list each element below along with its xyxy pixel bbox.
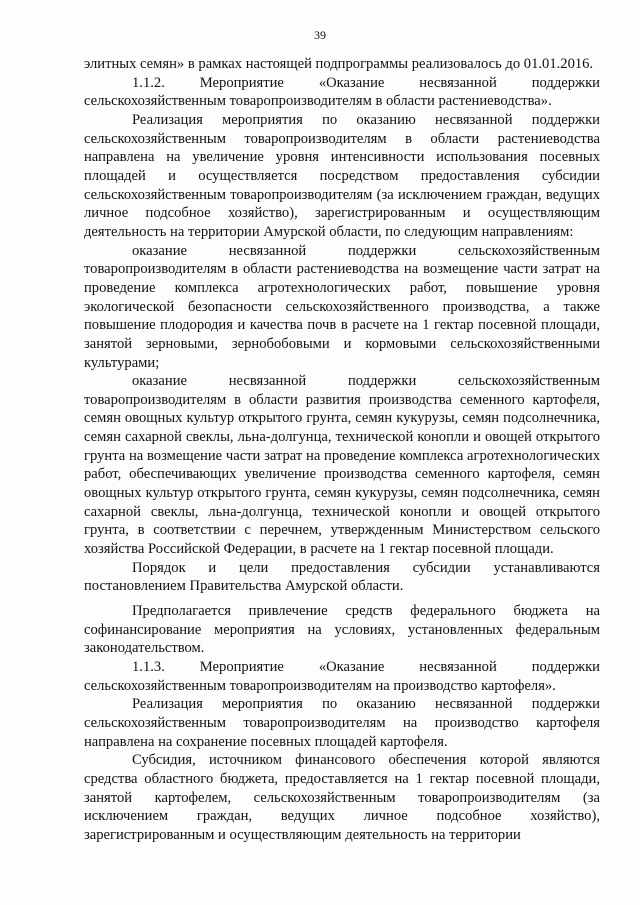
paragraph-direction-1: оказание несвязанной поддержки сельскохозяйственным товаропроизводителям в области растениеводства на возмещение части затрат на проведение комплекса агротехнологических работ, повышение уровня экологической безопасности сельскохозяйственного производства, а также повышение плодородия и качества почв в расчете на 1 гектар посевной площади, занятой зерновыми, зернобобовыми и кормовыми сельскохозяйственными культурами; xyxy=(84,242,600,371)
paragraph-subsidy: Субсидия, источником финансового обеспечения которой являются средства областного бюджета, предоставляется на 1 гектар посевной площади, занятой картофелем, сельскохозяйственным товаропроизводителям (за исключением граждан, ведущих личное подсобное хозяйство), зарегистрированным и осуществляющим деятельность на территории xyxy=(84,752,600,843)
paragraph-implementation-1-1-2: Реализация мероприятия по оказанию несвязанной поддержки сельскохозяйственным товаропроизводителям в области растениеводства направлена на увеличение уровня интенсивности использования посевных площадей и осуществляется посредством предоставления субсидии сельскохозяйственным товаропроизводителям (за исключением граждан, ведущих личное подсобное хозяйство), зарегистрированным и осуществляющим деятельность на территории Амурской области, по следующим направлениям: xyxy=(84,111,600,240)
paragraph-procedure: Порядок и цели предоставления субсидии устанавливаются постановлением Правительства Амурской области. xyxy=(84,559,600,595)
page-number: 39 xyxy=(314,28,326,42)
section-heading-1-1-2: 1.1.2. Мероприятие «Оказание несвязанной поддержки сельскохозяйственным товаропроизводителям в области растениеводства». xyxy=(84,74,600,110)
section-heading-1-1-3: 1.1.3. Мероприятие «Оказание несвязанной поддержки сельскохозяйственным товаропроизводителям на производство картофеля». xyxy=(84,659,600,694)
paragraph-continuation: элитных семян» в рамках настоящей подпрограммы реализовалось до 01.01.2016. xyxy=(84,56,594,72)
paragraph-federal-funding: Предполагается привлечение средств федерального бюджета на софинансирование мероприятия на условиях, установленных федеральным законодательством. xyxy=(84,603,600,657)
paragraph-implementation-1-1-3: Реализация мероприятия по оказанию несвязанной поддержки сельскохозяйственным товаропроизводителям на производство картофеля направлена на сохранение посевных площадей картофеля. xyxy=(84,696,600,750)
paragraph-direction-2: оказание несвязанной поддержки сельскохозяйственным товаропроизводителям в области развития производства семенного картофеля, семян овощных культур открытого грунта, семян кукурузы, семян подсолнечника, семян сахарной свеклы, льна-долгунца, технической конопли и овощей открытого грунта на возмещение части затрат на проведение комплекса агротехнологических работ, обеспечивающих увеличение производства семенного картофеля, семян овощных культур открытого грунта, семян кукурузы, семян подсолнечника, семян сахарной свеклы, льна-долгунца, технической конопли и овощей открытого грунта, в соответствии с перечнем, утвержденным Министерством сельского хозяйства Российской Федерации, в расчете на 1 гектар посевной площади. xyxy=(84,373,600,558)
document-body xyxy=(84,55,600,845)
